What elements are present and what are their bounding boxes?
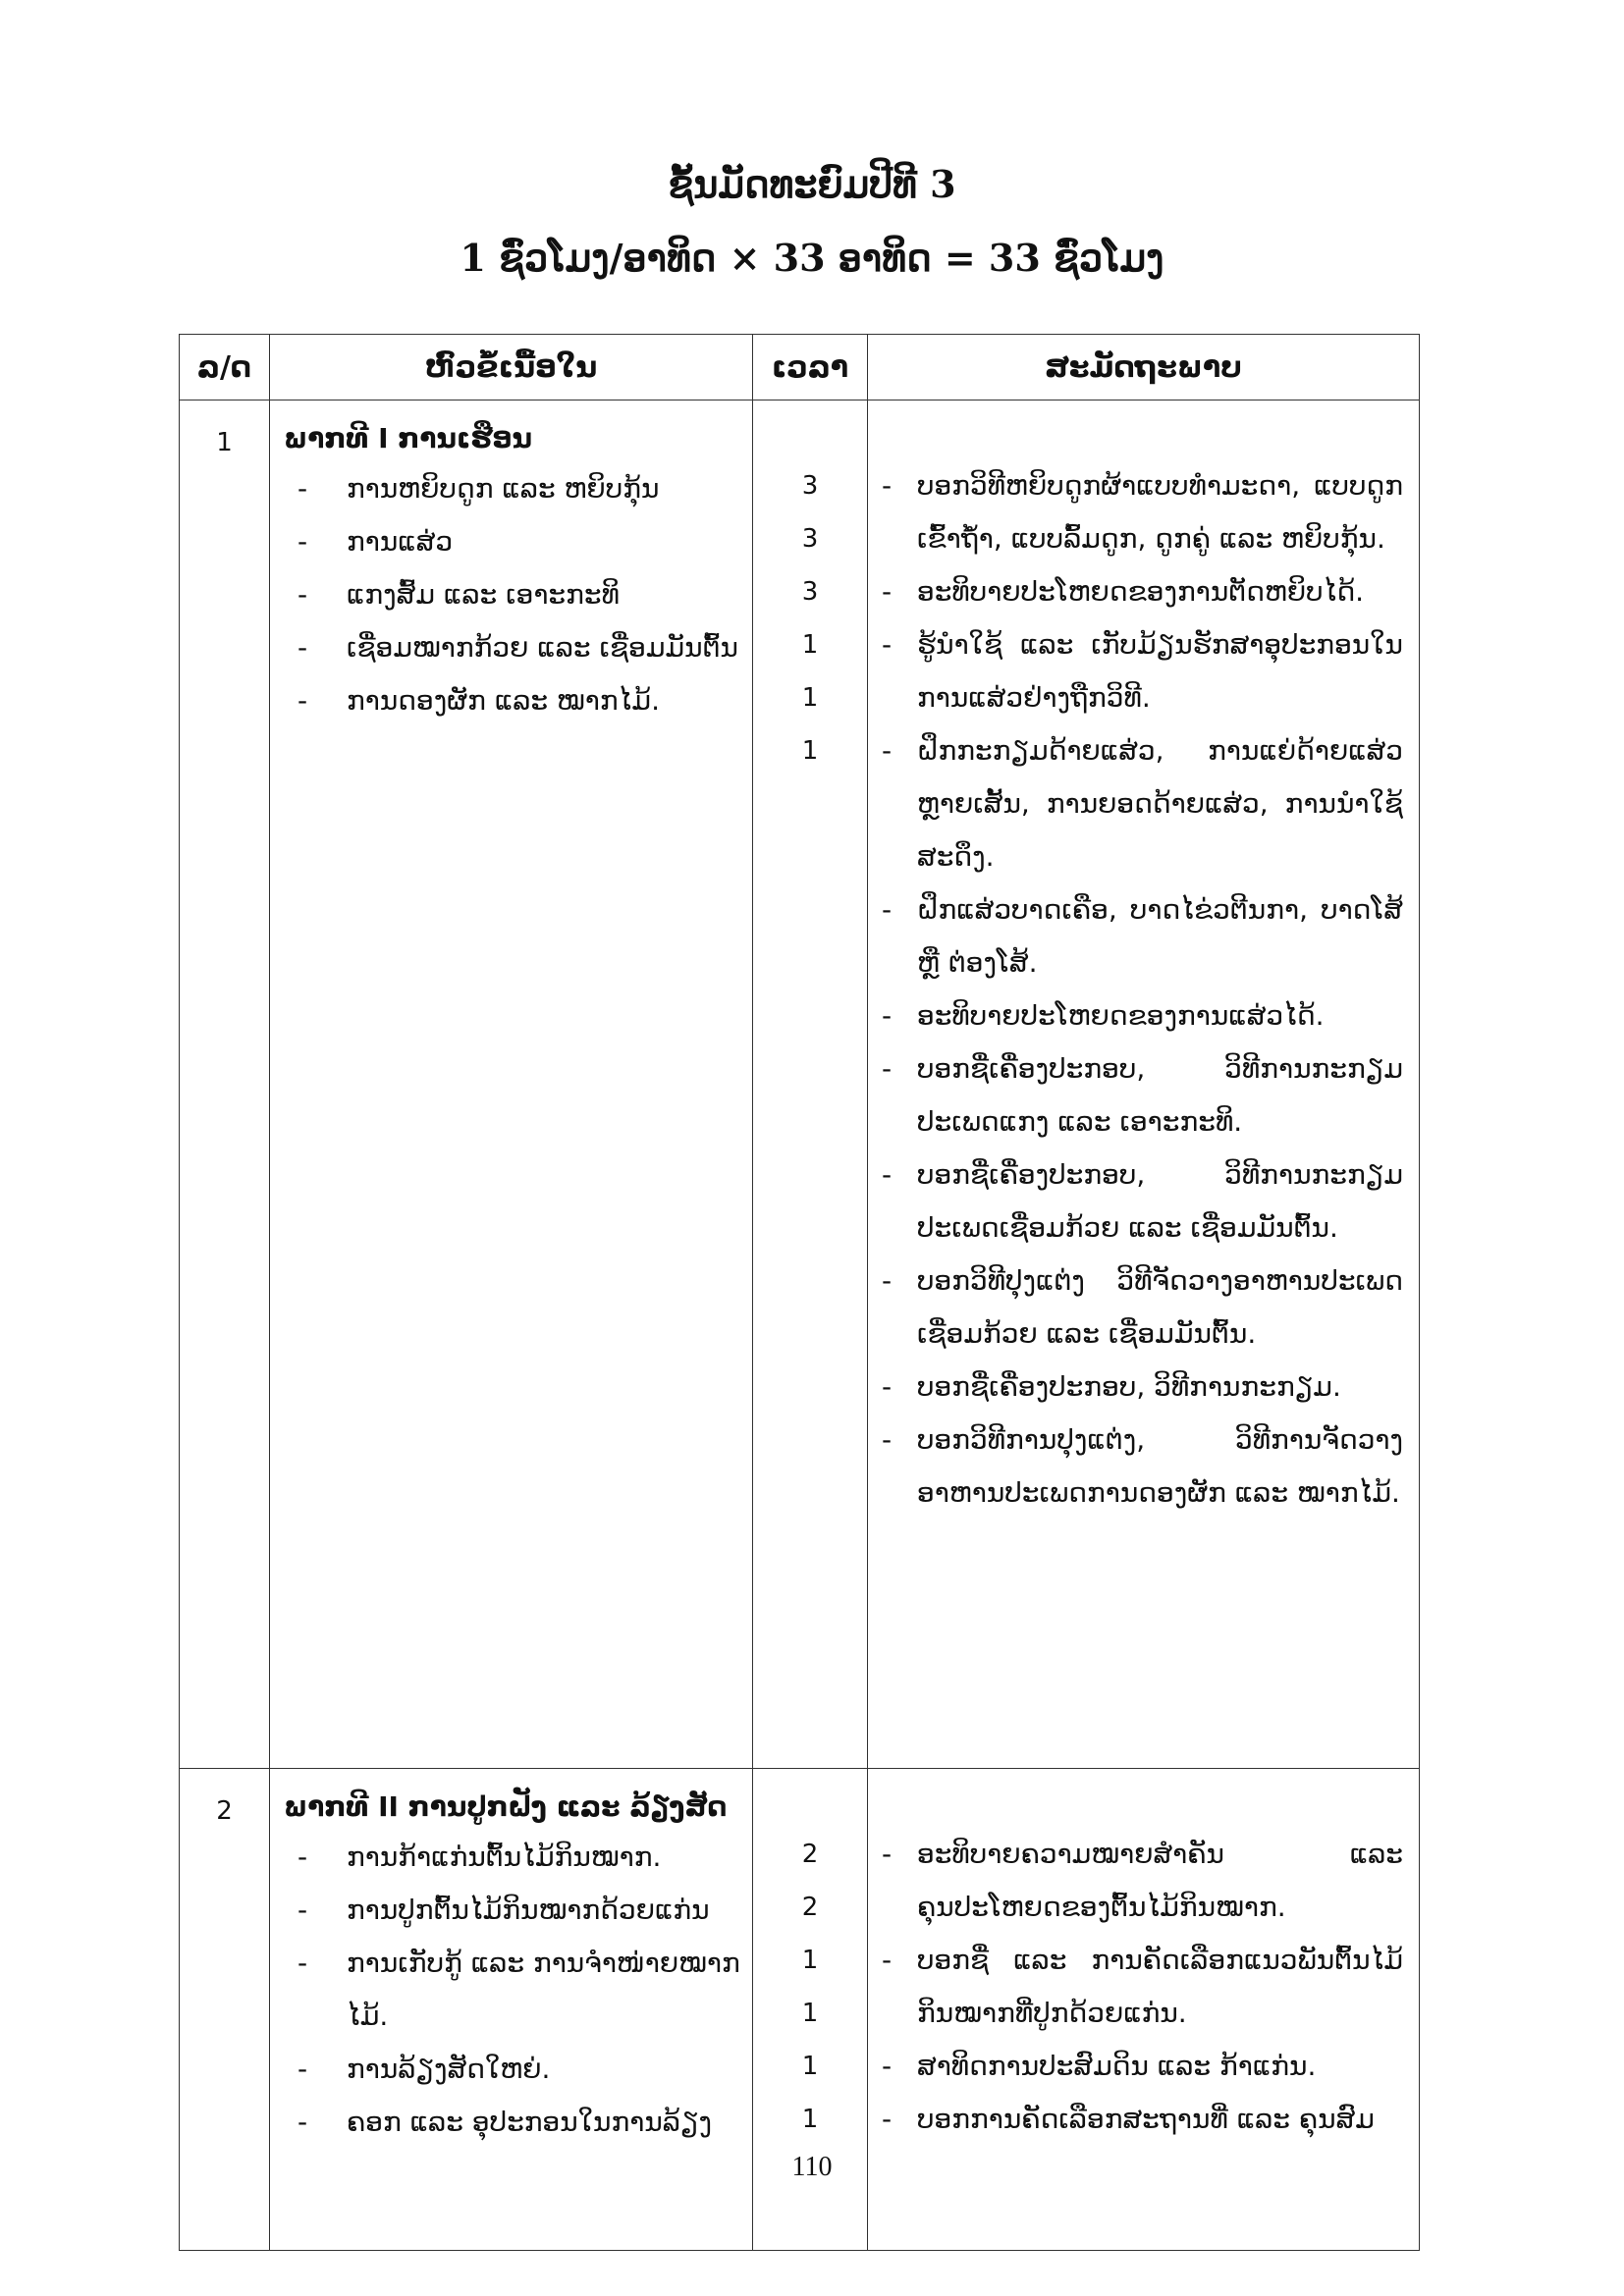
competency-item [882,989,1403,1042]
competency-text: ບອກຊື່ເຄື່ອງປະກອບ, ວິທີການກະກຽມປະເພດແກງ ແລະ ເອາະກະທິ. [917,1052,1403,1138]
topic-item [284,462,742,515]
bullet-dash: - [298,631,308,664]
hours-value: 1 [801,736,819,766]
competency-cell [868,400,1420,1769]
topic-cell [270,400,753,1769]
bullet-dash: - [882,999,893,1032]
topic-item [284,515,742,568]
topic-item [284,621,742,674]
hours-value: 3 [801,577,819,607]
bullet-dash: - [882,2050,893,2082]
bullet-dash: - [298,1947,308,1979]
bullet-dash: - [298,2053,308,2085]
topic-item-text: ການຫຍິບດູກ ແລະ ຫຍິບກຸ້ນ [347,472,660,505]
competency-text: ຝຶກກະກຽມດ້າຍແສ່ວ, ການແຍ່ດ້າຍແສ່ວຫຼາຍເສັ້ນ, ການຍອດດ້າຍແສ່ວ, ການນຳໃຊ້ສະດຶງ. [917,734,1403,873]
competency-text: ບອກຊື່ ແລະ ການຄັດເລືອກແນວພັນຕົ້ນໄມ້ກິນໝາກທີ່ປູກດ້ວຍແກ່ນ. [917,1944,1403,2029]
bullet-dash: - [882,2103,893,2135]
competency-text: ບອກຊື່ເຄື່ອງປະກອບ, ວິທີການກະກຽມປະເພດເຊື່ອມກ້ວຍ ແລະ ເຊື່ອມມັນຕົ້ນ. [917,1158,1403,1244]
row-number: 2 [180,1769,270,2251]
bullet-dash: - [298,2106,308,2138]
competency-item [882,1361,1403,1414]
topic-item [284,1831,742,1884]
competency-text: ບອກວິທີການປຸງແຕ່ງ, ວິທີການຈັດວາງອາຫານປະເພດການດອງຜັກ ແລະ ໝາກໄມ້. [917,1423,1403,1509]
topic-item-text: ແກງສົ້ມ ແລະ ເອາະກະທິ [347,578,620,611]
bullet-dash: - [882,1052,893,1085]
page-title: ຊັ້ນມັດທະຍົມປີທີ 3 [668,162,956,206]
bullet-dash: - [882,575,893,608]
hours-value: 2 [801,1893,819,1922]
hours-value: 1 [801,630,819,660]
competency-text: ອະທິບາຍປະໂຫຍດຂອງການແສ່ວໄດ້. [917,999,1325,1032]
competency-item [882,618,1403,724]
header-topic: ຫົວຂໍ້ເນື້ອໃນ [270,335,753,400]
competency-text: ບອກຊື່ເຄື່ອງປະກອບ, ວິທີການກະກຽມ. [917,1370,1341,1403]
competency-item [882,724,1403,883]
competency-text: ບອກການຄັດເລືອກສະຖານທີ່ ແລະ ຄຸນສົມ [917,2103,1375,2135]
competency-text: ຝຶກແສ່ວບາດເຄືອ, ບາດໄຂ່ວຕີນກາ, ບາດໂສ້ ຫຼື ຕ່ອງໂສ້. [917,893,1403,979]
bullet-dash: - [882,1264,893,1297]
competency-text: ບອກວິທີປຸງແຕ່ງ ວິທີຈັດວາງອາຫານປະເພດເຊື່ອມກ້ວຍ ແລະ ເຊື່ອມມັນຕົ້ນ. [917,1264,1403,1350]
table-header-row [180,335,1420,400]
topic-item-text: ເຊື່ອມໝາກກ້ວຍ ແລະ ເຊື່ອມມັນຕົ້ນ [347,631,738,664]
topic-item [284,2043,742,2096]
topic-item-text: ການລ້ຽງສັດໃຫຍ່. [347,2053,551,2085]
competency-text: ຮູ້ນຳໃຊ້ ແລະ ເກັບມ້ຽນຮັກສາອຸປະກອນໃນການແສ່ວຢ່າງຖືກວິທີ. [917,628,1403,714]
competency-item [882,1148,1403,1255]
section-heading: ພາກທີ I ການເຮືອນ [284,422,533,454]
bullet-dash: - [882,469,893,502]
competency-item [882,2093,1403,2146]
hours-value: 3 [801,471,819,501]
topic-item-text: ການກ້າແກ່ນຕົ້ນໄມ້ກິນໝາກ. [347,1841,662,1873]
bullet-dash: - [882,1944,893,1976]
hours-value: 1 [801,1946,819,1975]
hours-value: 1 [801,2052,819,2081]
page-number: 110 [791,2152,833,2182]
topic-item-text: ການເກັບກູ້ ແລະ ການຈຳໜ່າຍໝາກໄມ້. [347,1947,740,2032]
topic-item-text: ການປູກຕົ້ນໄມ້ກິນໝາກດ້ວຍແກ່ນ [347,1894,710,1926]
topic-item [284,674,742,727]
bullet-dash: - [298,578,308,611]
competency-text: ອະທິບາຍປະໂຫຍດຂອງການຕັດຫຍິບໄດ້. [917,575,1365,608]
topic-item [284,568,742,621]
competency-item [882,1042,1403,1148]
hours-value: 1 [801,2105,819,2134]
competency-text: ບອກວິທີຫຍິບດູກຜ້າແບບທຳມະດາ, ແບບດູກເຂົ້າຖ້ຳ, ແບບລົ້ມດູກ, ດູກຄູ່ ແລະ ຫຍິບກຸ້ນ. [917,469,1403,555]
bullet-dash: - [882,893,893,926]
topic-item-text: ຄອກ ແລະ ອຸປະກອນໃນການລ້ຽງ [347,2106,713,2138]
competency-item [882,459,1403,565]
hours-value: 1 [801,683,819,713]
bullet-dash: - [882,1158,893,1191]
bullet-dash: - [882,1423,893,1456]
competency-item [882,2040,1403,2093]
competency-item [882,1934,1403,2040]
topic-item-text: ການດອງຜັກ ແລະ ໝາກໄມ້. [347,684,660,717]
competency-item [882,1828,1403,1934]
header-time: ເວລາ [753,335,868,400]
bullet-dash: - [298,1841,308,1873]
curriculum-table [179,334,1420,2251]
topic-item [284,2096,742,2149]
bullet-dash: - [882,734,893,767]
table-row [180,400,1420,1769]
competency-text: ສາທິດການປະສົມດິນ ແລະ ກ້າແກ່ນ. [917,2050,1317,2082]
competency-item [882,1414,1403,1520]
bullet-dash: - [882,628,893,661]
page-subtitle: 1 ຊົ່ວໂມງ/ອາທິດ × 33 ອາທິດ = 33 ຊົ່ວໂມງ [460,236,1164,280]
hours-value: 3 [801,524,819,554]
row-number: 1 [180,400,270,1769]
bullet-dash: - [298,1894,308,1926]
hours-cell [753,400,868,1769]
header-competency: ສະມັດຖະພາບ [868,335,1420,400]
section-heading: ພາກທີ II ການປູກຝັງ ແລະ ລ້ຽງສັດ [284,1790,728,1823]
bullet-dash: - [298,684,308,717]
competency-item [882,883,1403,989]
topic-item [284,1884,742,1937]
bullet-dash: - [298,472,308,505]
topic-item [284,1937,742,2043]
bullet-dash: - [298,525,308,558]
bullet-dash: - [882,1838,893,1870]
bullet-dash: - [882,1370,893,1403]
hours-value: 2 [801,1840,819,1869]
competency-item [882,1255,1403,1361]
header-no: ລ/ດ [180,335,270,400]
competency-text: ອະທິບາຍຄວາມໝາຍສຳຄັນ ແລະ ຄຸນປະໂຫຍດຂອງຕົ້ນໄມ້ກິນໝາກ. [917,1838,1403,1923]
competency-item [882,565,1403,618]
topic-item-text: ການແສ່ວ [347,525,454,558]
hours-value: 1 [801,1999,819,2028]
